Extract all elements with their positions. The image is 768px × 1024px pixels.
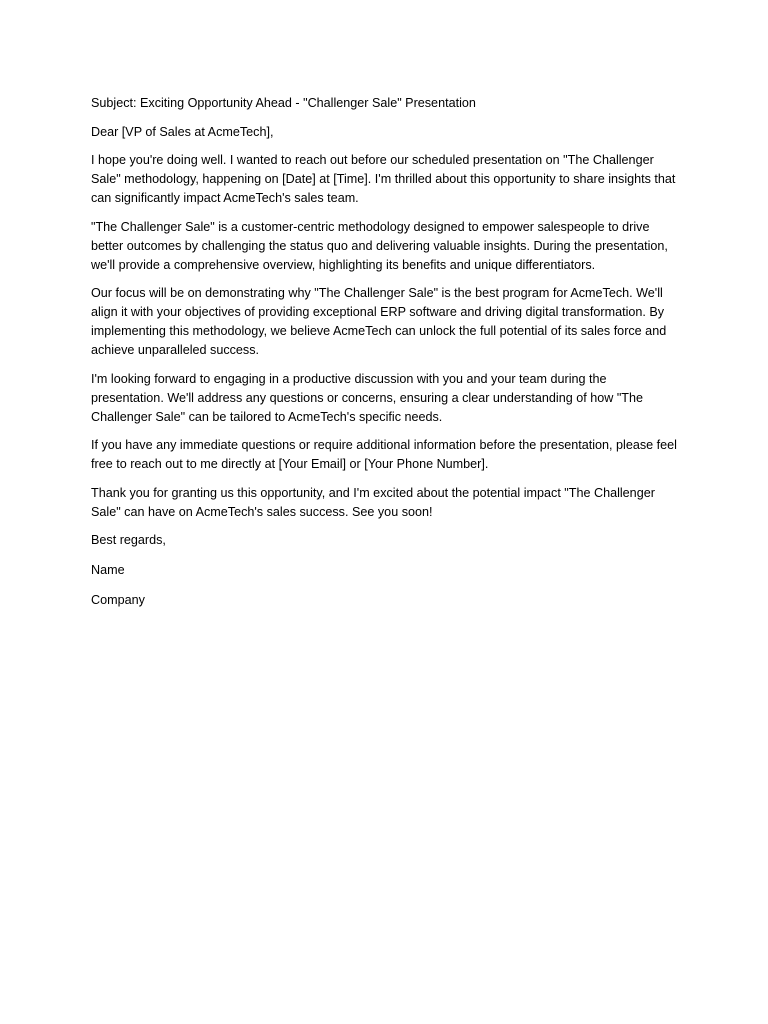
closing: Best regards, [91,533,166,547]
sender-name: Name [91,563,125,577]
letter-body [91,94,681,620]
paragraph-focus: Our focus will be on demonstrating why "The Challenger Sale" is the best program for AcmeTech. We'll align it with your objectives of providing exceptional ERP software and driving digital transformation. By implementing this methodology, we believe AcmeTech can unlock the full potential of its sales force and achieve unparalleled success. [91,286,667,357]
sender-company: Company [91,593,145,607]
subject-line: Subject: Exciting Opportunity Ahead - "Challenger Sale" Presentation [91,96,476,110]
paragraph-contact: If you have any immediate questions or require additional information before the presentation, please feel free to reach out to me directly at [Your Email] or [Your Phone Number]. [91,438,677,471]
paragraph-thanks: Thank you for granting us this opportunity, and I'm excited about the potential impact "The Challenger Sale" can have on AcmeTech's sales success. See you soon! [91,485,655,519]
salutation: Dear [VP of Sales at AcmeTech], [91,125,274,139]
paragraph-methodology: "The Challenger Sale" is a customer-centric methodology designed to empower salespeople to drive better outcomes by challenging the status quo and delivering valuable insights. During the presentation, we'll provide a comprehensive overview, highlighting its benefits and unique differentiators. [91,219,668,272]
paragraph-discussion: I'm looking forward to engaging in a productive discussion with you and your team during the presentation. We'll address any questions or concerns, ensuring a clear understanding of how "The Challenger Sale" can be tailored to AcmeTech's specific needs. [91,371,643,424]
paragraph-intro: I hope you're doing well. I wanted to reach out before our scheduled presentation on "The Challenger Sale" methodology, happening on [Date] at [Time]. I'm thrilled about this opportunity to share insights that can significantly impact AcmeTech's sales team. [91,153,676,205]
